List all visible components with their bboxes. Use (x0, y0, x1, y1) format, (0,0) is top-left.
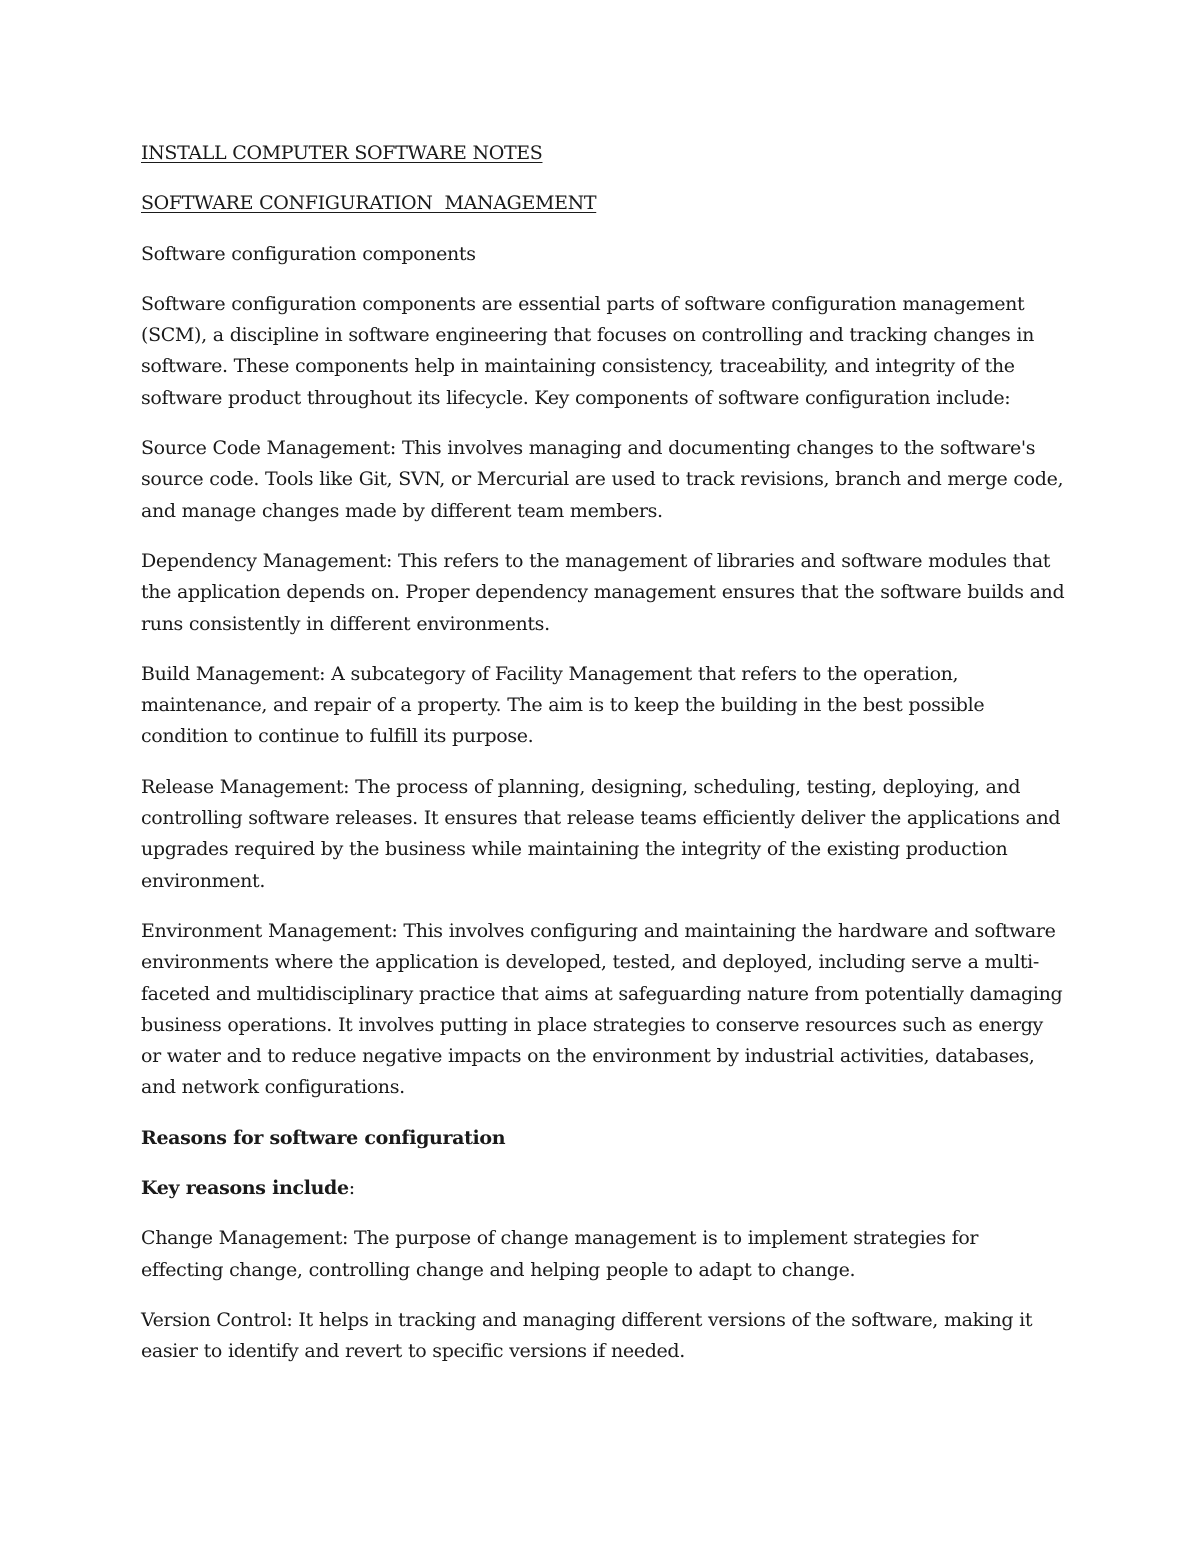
key-reasons-line (141, 1173, 1066, 1204)
component-environment-management: Environment Management: This involves configuring and maintaining the hardware and software environments where the application is developed, tested, and deployed, including serve a multi-faceted and multidisciplinary practice that aims at safeguarding nature from potentially damaging business operations. It involves putting in place strategies to conserve resources such as energy or water and to reduce negative impacts on the environment by industrial activities, databases, and network configurations. (141, 919, 1063, 1099)
component-dependency-management: Dependency Management: This refers to the management of libraries and software modules that the application depends on. Proper dependency management ensures that the software builds and runs consistently in different environments. (141, 549, 1065, 635)
key-reasons-label: Key reasons include (141, 1177, 349, 1200)
document-page (141, 138, 1066, 1387)
subheading: Software configuration components (141, 242, 476, 265)
component-release-management: Release Management: The process of planning, designing, scheduling, testing, deploying, and controlling software releases. It ensures that release teams efficiently deliver the applications and upgrades required by the business while maintaining the integrity of the existing production environment. (141, 775, 1061, 892)
component-source-code-management: Source Code Management: This involves managing and documenting changes to the software's source code. Tools like Git, SVN, or Mercurial are used to track revisions, branch and merge code, and manage changes made by different team members. (141, 437, 1064, 522)
section-heading: SOFTWARE CONFIGURATION MANAGEMENT (141, 192, 597, 215)
intro-paragraph: Software configuration components are essential parts of software configuration management (SCM), a discipline in software engineering that focuses on controlling and tracking changes in software. These components help in maintaining consistency, traceability, and integrity of the software product throughout its lifecycle. Key components of software configuration include: (141, 292, 1034, 409)
reasons-heading: Reasons for software configuration (141, 1126, 506, 1149)
component-build-management: Build Management: A subcategory of Facility Management that refers to the operation, maintenance, and repair of a property. The aim is to keep the building in the best possible condition to continue to fulfill its purpose. (141, 662, 985, 748)
reason-change-management: Change Management: The purpose of change management is to implement strategies for effecting change, controlling change and helping people to adapt to change. (141, 1227, 979, 1281)
document-title: INSTALL COMPUTER SOFTWARE NOTES (141, 142, 543, 164)
reason-version-control: Version Control: It helps in tracking and managing different versions of the software, making it easier to identify and revert to specific versions if needed. (141, 1308, 1033, 1363)
key-reasons-colon: : (348, 1177, 355, 1200)
